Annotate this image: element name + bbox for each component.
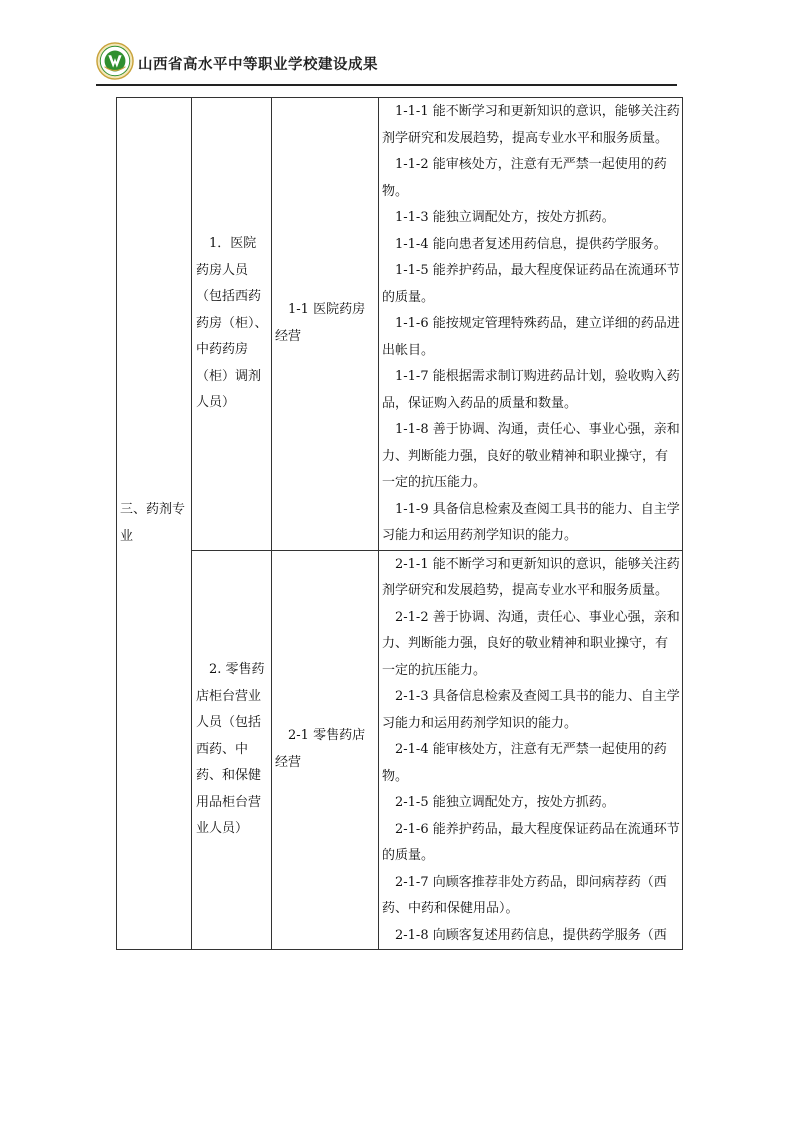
position-cell — [272, 550, 379, 950]
position-text: 2-1 零售药店经营 — [275, 728, 366, 770]
header-divider — [96, 84, 677, 86]
ability-item: 1-1-8 善于协调、沟通，责任心、事业心强，亲和力、判断能力强，良好的敬业精神和职业操守，有一定的抗压能力。 — [382, 422, 680, 490]
position-text: 1-1 医院药房经营 — [275, 302, 366, 344]
ability-item: 2-1-7 向顾客推荐非处方药品，即问病荐药（西药、中药和保健用品）。 — [382, 874, 667, 916]
ability-cell — [379, 98, 683, 551]
ability-item: 2-1-5 能独立调配处方，按处方抓药。 — [395, 795, 615, 810]
occupation-text: 1．医院药房人员（包括西药药房（柜）、中药药房（柜）调剂人员） — [196, 236, 268, 410]
ability-list — [379, 98, 682, 550]
occupation-cell — [192, 550, 272, 950]
ability-cell — [379, 550, 683, 950]
school-emblem-icon — [96, 42, 134, 80]
ability-item: 1-1-1 能不断学习和更新知识的意识，能够关注药剂学研究和发展趋势，提高专业水平和服务质量。 — [382, 104, 680, 146]
ability-item: 2-1-4 能审核处方，注意有无严禁一起使用的药物。 — [382, 742, 667, 784]
ability-item: 1-1-3 能独立调配处方，按处方抓药。 — [395, 210, 615, 225]
major-name: 三、药剂专业 — [120, 502, 186, 544]
ability-item: 1-1-9 具备信息检索及查阅工具书的能力、自主学习能力和运用药剂学知识的能力。 — [382, 501, 680, 543]
major-ability-table — [116, 97, 683, 950]
ability-item: 2-1-3 具备信息检索及查阅工具书的能力、自主学习能力和运用药剂学知识的能力。 — [382, 689, 680, 731]
ability-list — [379, 551, 682, 950]
ability-item: 2-1-6 能养护药品，最大程度保证药品在流通环节的质量。 — [382, 821, 680, 863]
occupation-text: 2. 零售药店柜台营业人员（包括西药、中药、和保健用品柜台营业人员） — [196, 662, 265, 836]
table-row — [117, 550, 683, 950]
ability-item: 2-1-1 能不断学习和更新知识的意识，能够关注药剂学研究和发展趋势，提高专业水平和服务质量。 — [382, 556, 680, 598]
table-row — [117, 98, 683, 551]
ability-item: 1-1-2 能审核处方，注意有无严禁一起使用的药物。 — [382, 157, 667, 199]
major-cell — [117, 98, 192, 950]
occupation-cell — [192, 98, 272, 551]
page-header — [96, 40, 696, 90]
position-cell — [272, 98, 379, 551]
ability-item: 1-1-7 能根据需求制订购进药品计划，验收购入药品，保证购入药品的质量和数量。 — [382, 369, 680, 411]
ability-item: 2-1-2 善于协调、沟通，责任心、事业心强，亲和力、判断能力强，良好的敬业精神和职业操守，有一定的抗压能力。 — [382, 609, 680, 678]
header-title: 山西省高水平中等职业学校建设成果 — [138, 57, 378, 73]
ability-item: 1-1-5 能养护药品，最大程度保证药品在流通环节的质量。 — [382, 263, 680, 305]
ability-item: 1-1-6 能按规定管理特殊药品，建立详细的药品进出帐目。 — [382, 316, 680, 358]
ability-item: 2-1-8 向顾客复述用药信息，提供药学服务（西 — [395, 927, 667, 943]
ability-item: 1-1-4 能向患者复述用药信息，提供药学服务。 — [395, 236, 667, 252]
